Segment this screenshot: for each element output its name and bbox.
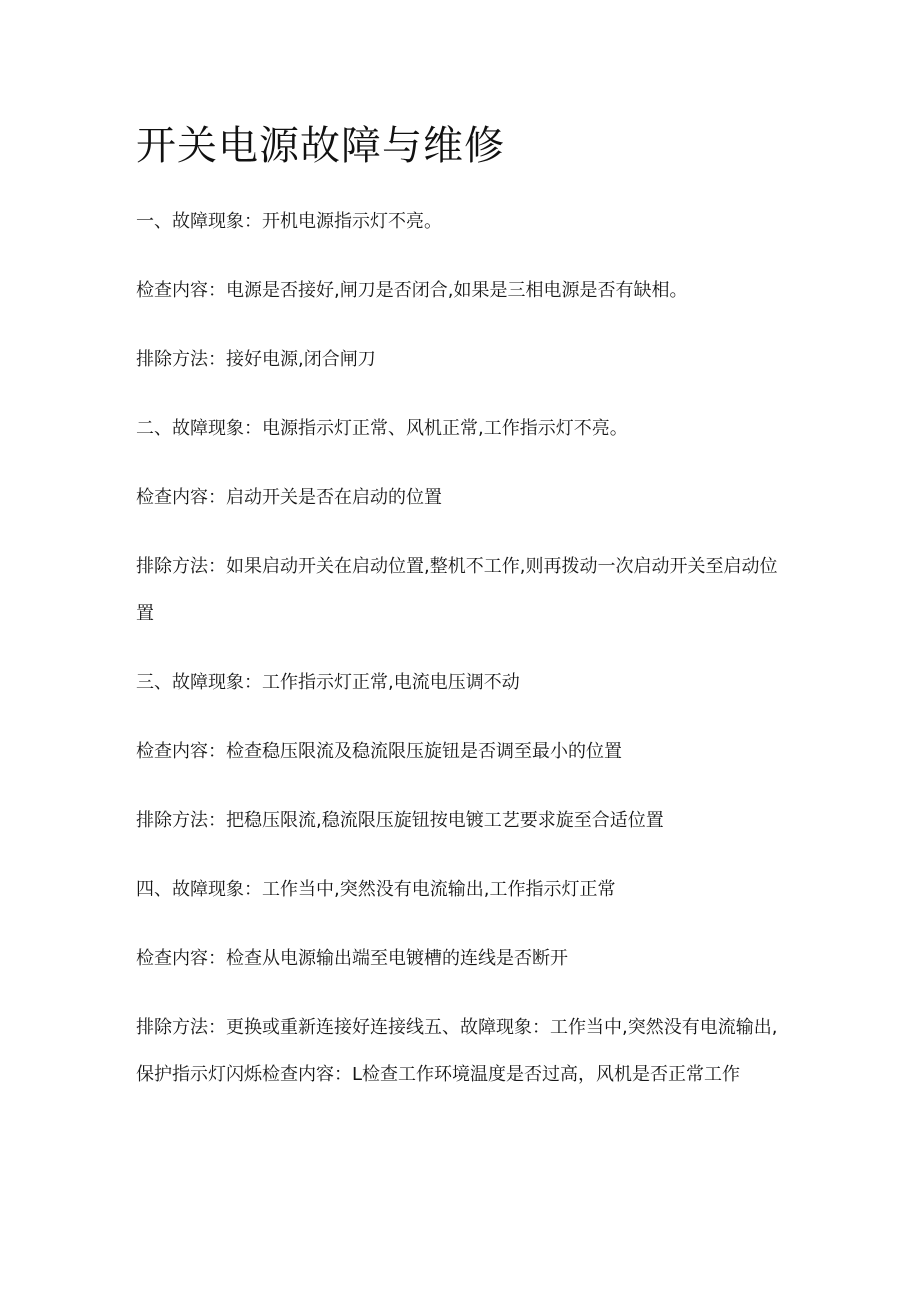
- fault-3-symptom: 三、故障现象：工作指示灯正常,电流电压调不动: [136, 672, 520, 693]
- fault-4-symptom: 四、故障现象：工作当中,突然没有电流输出,工作指示灯正常: [136, 879, 616, 900]
- fault-3-remedy: 排除方法：把稳压限流,稳流限压旋钮按电镀工艺要求旋至合适位置: [136, 810, 664, 831]
- fault-1-remedy: 排除方法：接好电源,闭合闸刀: [136, 349, 376, 370]
- fault-1-symptom: 一、故障现象：开机电源指示灯不亮。: [136, 211, 442, 232]
- fault-2-check: 检查内容：启动开关是否在启动的位置: [136, 487, 442, 508]
- fault-2-remedy: 排除方法：如果启动开关在启动位置,整机不工作,则再拨动一次启动开关至启动位置: [136, 556, 778, 624]
- document-body: [136, 198, 786, 1098]
- fault-3-check: 检查内容：检查稳压限流及稳流限压旋钮是否调至最小的位置: [136, 741, 622, 762]
- fault-4-check: 检查内容：检查从电源输出端至电镀槽的连线是否断开: [136, 948, 568, 969]
- fault-2-symptom: 二、故障现象：电源指示灯正常、风机正常,工作指示灯不亮。: [136, 418, 628, 439]
- fault-4-remedy-and-fault-5: 排除方法：更换或重新连接好连接线五、故障现象：工作当中,突然没有电流输出,保护指示灯闪烁检查内容：L检查工作环境温度是否过高，风机是否正常工作: [136, 1017, 778, 1085]
- document-title: 开关电源故障与维修: [136, 123, 505, 169]
- fault-1-check: 检查内容：电源是否接好,闸刀是否闭合,如果是三相电源是否有缺相。: [136, 280, 688, 301]
